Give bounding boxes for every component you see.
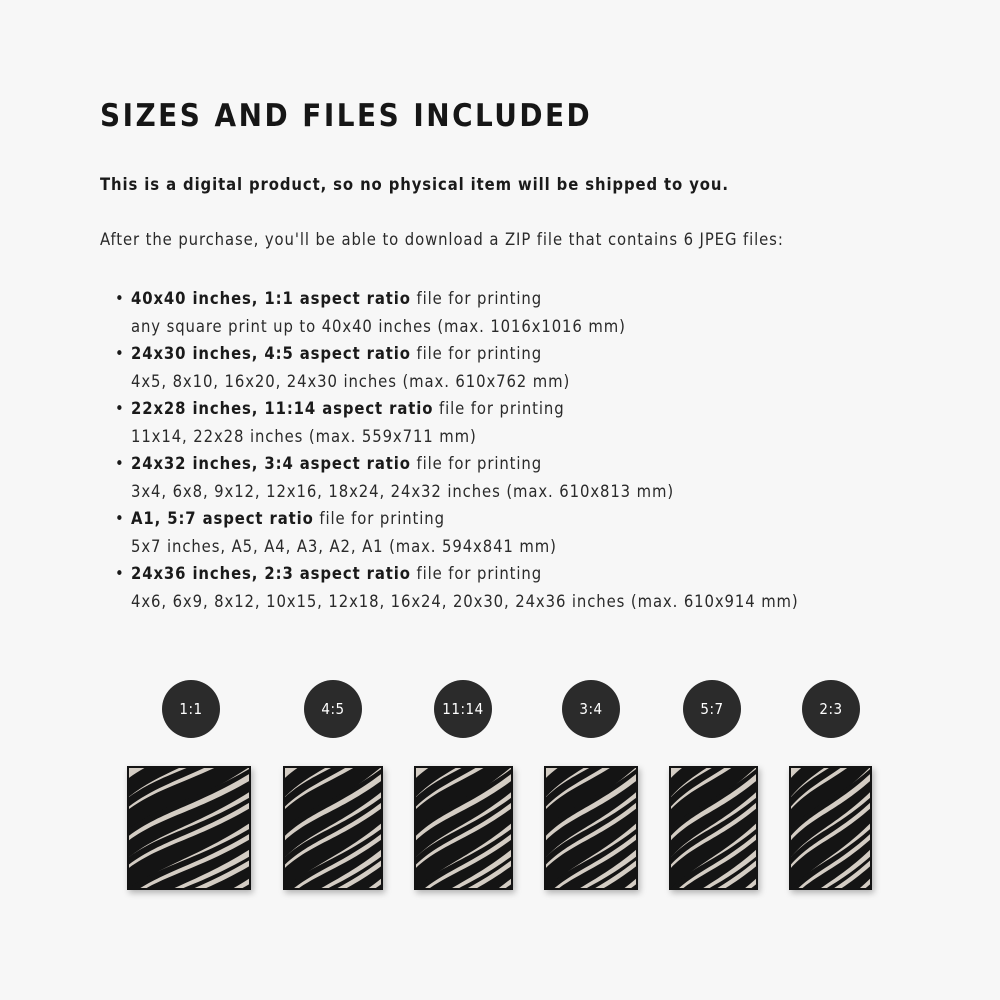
wave-artwork (285, 768, 381, 888)
wave-artwork (671, 768, 756, 888)
size-detail: 5x7 inches, A5, A4, A3, A2, A1 (max. 594x841 mm) (131, 536, 557, 556)
list-item (114, 450, 799, 505)
size-suffix: file for printing (433, 399, 565, 418)
print-preview-1-1 (127, 766, 251, 890)
list-item (114, 560, 799, 615)
size-ratio-label: A1, 5:7 aspect ratio (131, 509, 314, 528)
wave-artwork (791, 768, 870, 888)
list-item (114, 340, 799, 395)
list-item (114, 505, 799, 560)
ratio-badge-5-7: 5:7 (683, 680, 741, 738)
ratio-badge-4-5: 4:5 (304, 680, 362, 738)
size-detail: 11x14, 22x28 inches (max. 559x711 mm) (131, 426, 477, 446)
page-title: SIZES AND FILES INCLUDED (100, 98, 593, 134)
size-detail: 4x5, 8x10, 16x20, 24x30 inches (max. 610x762 mm) (131, 371, 571, 391)
size-suffix: file for printing (410, 564, 543, 583)
print-preview-4-5 (283, 766, 383, 890)
size-suffix: file for printing (410, 454, 543, 473)
wave-artwork (416, 768, 511, 888)
ratio-badge-2-3: 2:3 (802, 680, 860, 738)
size-ratio-label: 24x36 inches, 2:3 aspect ratio (131, 564, 411, 583)
size-detail: 3x4, 6x8, 9x12, 12x16, 18x24, 24x32 inches (max. 610x813 mm) (131, 481, 675, 501)
wave-artwork (546, 768, 636, 888)
size-ratio-label: 24x32 inches, 3:4 aspect ratio (131, 454, 411, 473)
download-intro: After the purchase, you'll be able to download a ZIP file that contains 6 JPEG files: (100, 230, 784, 249)
list-item (114, 395, 799, 450)
ratio-badge-1-1: 1:1 (162, 680, 220, 738)
ratio-badge-3-4: 3:4 (562, 680, 620, 738)
list-item (114, 285, 799, 340)
size-suffix: file for printing (410, 344, 543, 363)
print-preview-11-14 (414, 766, 513, 890)
digital-product-notice: This is a digital product, so no physical item will be shipped to you. (100, 175, 729, 194)
size-suffix: file for printing (410, 289, 543, 308)
size-ratio-label: 22x28 inches, 11:14 aspect ratio (131, 399, 434, 418)
wave-artwork (129, 768, 249, 888)
print-preview-2-3 (789, 766, 872, 890)
size-detail: 4x6, 6x9, 8x12, 10x15, 12x18, 16x24, 20x30, 24x36 inches (max. 610x914 mm) (131, 591, 799, 611)
size-ratio-label: 40x40 inches, 1:1 aspect ratio (131, 289, 411, 308)
print-preview-5-7 (669, 766, 758, 890)
ratio-badge-11-14: 11:14 (434, 680, 492, 738)
size-suffix: file for printing (313, 509, 445, 528)
print-preview-3-4 (544, 766, 638, 890)
size-list (114, 285, 799, 615)
size-detail: any square print up to 40x40 inches (max. 1016x1016 mm) (131, 316, 626, 336)
size-ratio-label: 24x30 inches, 4:5 aspect ratio (131, 344, 411, 363)
